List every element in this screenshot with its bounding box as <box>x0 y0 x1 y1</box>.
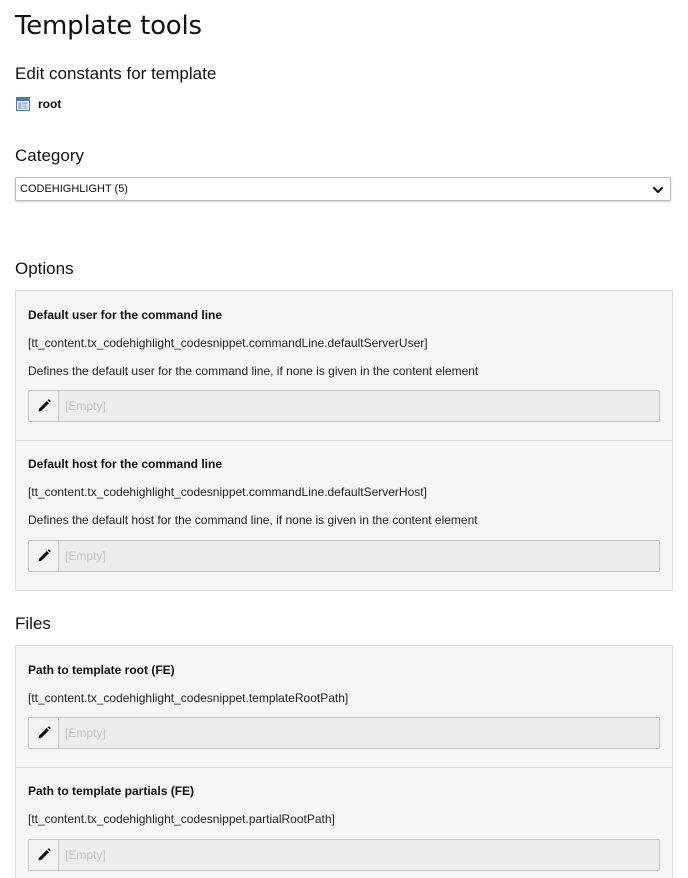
option-field-panel <box>15 290 673 441</box>
pencil-icon <box>37 549 51 563</box>
constant-value-input[interactable] <box>58 717 660 749</box>
field-title: Default host for the command line <box>28 457 223 471</box>
edit-button[interactable] <box>28 540 58 572</box>
page-title: Template tools <box>15 11 202 41</box>
field-title: Path to template root (FE) <box>28 663 175 677</box>
field-constant-key: [tt_content.tx_codehighlight_codesnippet.templateRootPath] <box>28 691 349 705</box>
page-subtitle: Edit constants for template <box>15 64 217 83</box>
pencil-icon <box>37 399 51 413</box>
field-title: Path to template partials (FE) <box>28 784 195 798</box>
category-select[interactable] <box>15 177 671 201</box>
file-field-panel <box>15 768 673 878</box>
field-input-group <box>28 540 660 572</box>
constant-value-input[interactable] <box>58 839 660 871</box>
field-constant-key: [tt_content.tx_codehighlight_codesnippet.commandLine.defaultServerHost] <box>28 485 427 499</box>
root-label: root <box>38 97 62 111</box>
edit-button[interactable] <box>28 390 58 422</box>
option-field-panel <box>15 441 673 591</box>
pencil-icon <box>37 848 51 862</box>
field-description: Defines the default host for the command line, if none is given in the content element <box>28 513 478 527</box>
edit-button[interactable] <box>28 839 58 871</box>
field-description: Defines the default user for the command line, if none is given in the content element <box>28 364 479 378</box>
constant-value-input[interactable] <box>58 540 660 572</box>
category-select-value: CODEHIGHLIGHT (5) <box>20 183 128 195</box>
field-input-group <box>28 390 660 422</box>
field-title: Default user for the command line <box>28 308 223 322</box>
category-heading: Category <box>15 146 84 165</box>
template-icon <box>16 97 30 111</box>
root-page-link[interactable] <box>16 96 61 112</box>
field-constant-key: [tt_content.tx_codehighlight_codesnippet.commandLine.defaultServerUser] <box>28 336 428 350</box>
files-heading: Files <box>15 614 51 633</box>
chevron-down-icon <box>652 184 664 196</box>
options-heading: Options <box>15 259 74 278</box>
field-constant-key: [tt_content.tx_codehighlight_codesnippet.partialRootPath] <box>28 812 335 826</box>
constant-value-input[interactable] <box>58 390 660 422</box>
field-input-group <box>28 839 660 871</box>
edit-button[interactable] <box>28 717 58 749</box>
pencil-icon <box>37 726 51 740</box>
file-field-panel <box>15 645 673 768</box>
field-input-group <box>28 717 660 749</box>
